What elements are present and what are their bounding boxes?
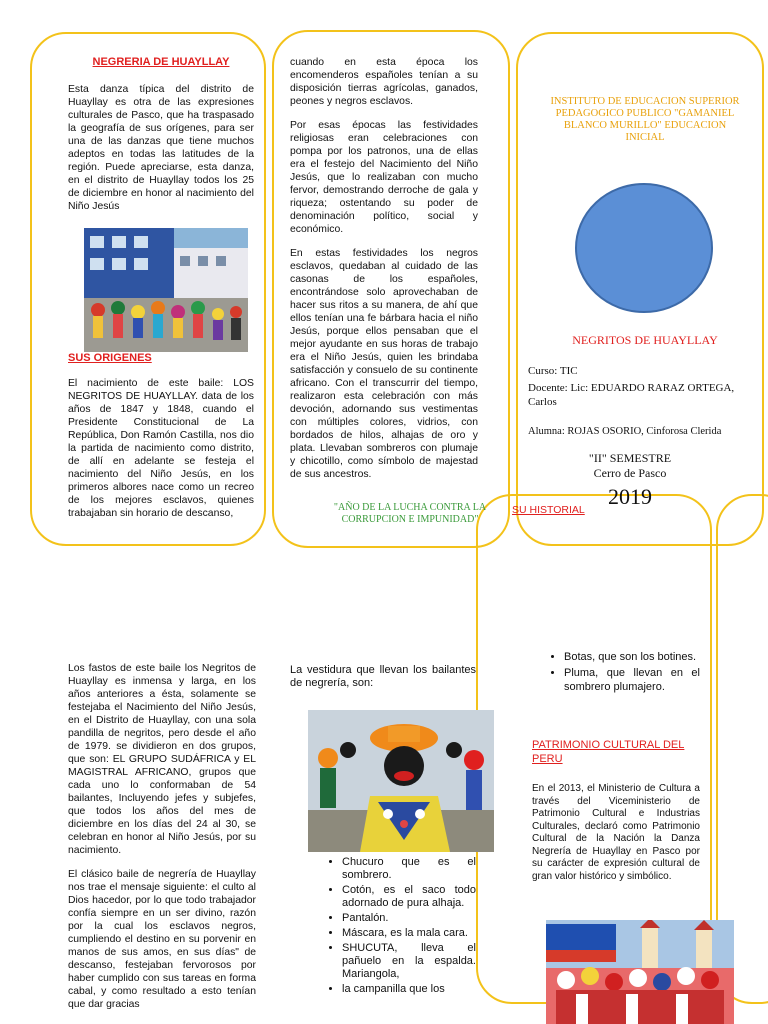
origins-text: El nacimiento de este baile: LOS NEGRITOS DE HUAYLLAY. data de los años de 1847 y 1848, cuando el Presidente Constitucional de La República, Don Ramón Castilla, nos dio la partida de nacimiento como distrito, de allí en adelante se festeja el nacimiento del Niño Jesús, en los primeros albores nace como un recreo de los mejores esclavos, quienes trabajaban sin horario de descanso, — [68, 378, 254, 519]
panel6-list — [532, 650, 700, 696]
student: Alumna: ROJAS OSORIO, Cinforosa Clerida — [528, 426, 722, 437]
panel2-p3: En estas festividades los negros esclavos, quedaban al cuidado de las casonas de los españoles, encontrándose solo aprovechaban de hacer sus ritos a su manera, de ahí que ellos tenían una fe bárbara hacia el niño Jesús, porque ellos pensaban que el mejor ayudante en sus horas de trabajo era el Niño Jesús, quien les brindaba satisfacción y consuelo de su continente africano. Con el transcurrir del tiempo, realizaron esta celebración con más devoción, adornando sus vestimentas con múltiples colores, vidrios, con bordados de hilos, alhajas de oro y plata. Llevaban sombreros con plumaje y chicotillo, como símbolo de majestad de sus ancestros. — [290, 248, 478, 480]
year: 2019 — [608, 484, 652, 509]
dance-photo-2 — [308, 710, 494, 852]
dance-photo-3 — [546, 920, 734, 1024]
garment-item: • SHUCUTA, lleva el pañuelo en la espalda. Mariangola, — [342, 942, 476, 981]
cover-circle — [574, 182, 714, 314]
panel2 — [290, 56, 478, 492]
panel4-p1: Los fastos de este baile los Negritos de Huayllay es inmensa y larga, en los años anteriores a ésta, solamente se festejaba el Nacimiento del Niño Jesús, en el Distrito de Huayllay, con una sola pandilla de negritos, pero desde el año de 1979. se dividieron en dos grupos, que son: EL GRUPO SUDÁFRICA y EL MAGISTRAL AFRICANO, grupos que cada uno lo conformaban de 54 bailantes, Incluyendo jefes y subjefes, que todos los años del mes de diciembre en los días del 24 al 30, se celebran en honor al Niño Jesús, por su nacimiento. — [68, 663, 256, 856]
city: Cerro de Pasco — [593, 466, 667, 480]
panel1 — [68, 56, 254, 224]
dance-photo-1 — [84, 228, 248, 352]
panel5-list — [308, 856, 476, 998]
panel5-intro: La vestidura que llevan los bailantes de negrería, son: — [290, 664, 476, 689]
dance-photo-2-image — [308, 710, 494, 852]
garment-item: • Cotón, es el saco todo adornado de pura alhaja. — [342, 884, 476, 910]
panel1-title: NEGRERIA DE HUAYLLAY — [92, 56, 230, 68]
teacher: Docente: Lic: EDUARDO RARAZ ORTEGA, Carlos — [528, 382, 735, 408]
semester: "II" SEMESTRE — [588, 451, 672, 465]
cover-circle-shape — [576, 184, 712, 312]
panel4-p2: El clásico baile de negrería de Huayllay nos trae el mensaje siguiente: el culto al Dios hacedor, por lo que todo trabajador confía siempre en un ser divino, razón por la cual los esclavos negros, cumpliendo el destino en su porvenir en manos de sus amos, en sus días" de descanso, festejaban fervorosos por haber cumplido con sus tareas en forma cabal, y como resultado a esto tenían que dar gracias — [68, 869, 256, 1010]
institution: INSTITUTO DE EDUCACION SUPERIOR PEDAGOGICO PUBLICO "GAMANIEL BLANCO MURILLO" EDUCACION INICIAL — [550, 96, 740, 143]
garment-item: • Botas, que son los botines. — [564, 650, 700, 664]
panel1-origins — [68, 352, 254, 531]
dance-photo-3-image — [546, 920, 734, 1024]
origins-title: SUS ORIGENES — [68, 352, 152, 364]
patrimonio-text: En el 2013, el Ministerio de Cultura a través del Viceministerio de Patrimonio Cultural e Industrias Culturales, declaró como Patrimonio Cultural de la Nación la Danza Negrería de Huayllay en Pasco por su carácter de expresión cultural de gran valor histórico y simbólico. — [532, 783, 700, 882]
panel1-intro: Esta danza típica del distrito de Huayllay es otra de las expresiones culturales de Pasco, que ha traspasado la geografía de sus orígenes, para ser una de las danzas que tiene muchos adeptos en todas las latitudes de la región. Puede apreciarse, esta danza, en el distrito de Huayllay todos los 25 de diciembre en honor al nacimiento del Niño Jesús — [68, 84, 254, 212]
garment-item: • Chucuro que es el sombrero. — [342, 856, 476, 882]
panel2-p2: Por esas épocas las festividades religiosas eran celebraciones con pompa por los patronos, una de ellas era el festejo del Nacimiento del Niño Jesús, que lo realizaban con mucho fervor, demostrando derroche de gala y riqueza; ostentando su poder de denominación político, social y económico. — [290, 120, 478, 235]
panel2-p1: cuando en esta época los encomenderos españoles tenían a su disposición tierras agrícolas, ganados, peones y negros esclavos. — [290, 57, 478, 107]
garment-item: • Pantalón. — [342, 912, 476, 925]
cover-title: NEGRITOS DE HUAYLLAY — [572, 333, 718, 347]
course: Curso: TIC — [528, 365, 578, 377]
panel4 — [68, 662, 256, 1022]
dance-photo-1-image — [84, 228, 248, 352]
garment-item: • la campanilla que los — [342, 983, 476, 996]
patrimonio-title: PATRIMONIO CULTURAL DEL PERU — [532, 739, 685, 765]
su-historial: SU HISTORIAL — [512, 504, 585, 516]
garment-item: • Máscara, es la mala cara. — [342, 927, 476, 940]
motto: "AÑO DE LA LUCHA CONTRA LA CORRUPCION E IMPUNIDAD" — [333, 502, 487, 525]
garment-item: • Pluma, que llevan en el sombrero plumajero. — [564, 666, 700, 694]
